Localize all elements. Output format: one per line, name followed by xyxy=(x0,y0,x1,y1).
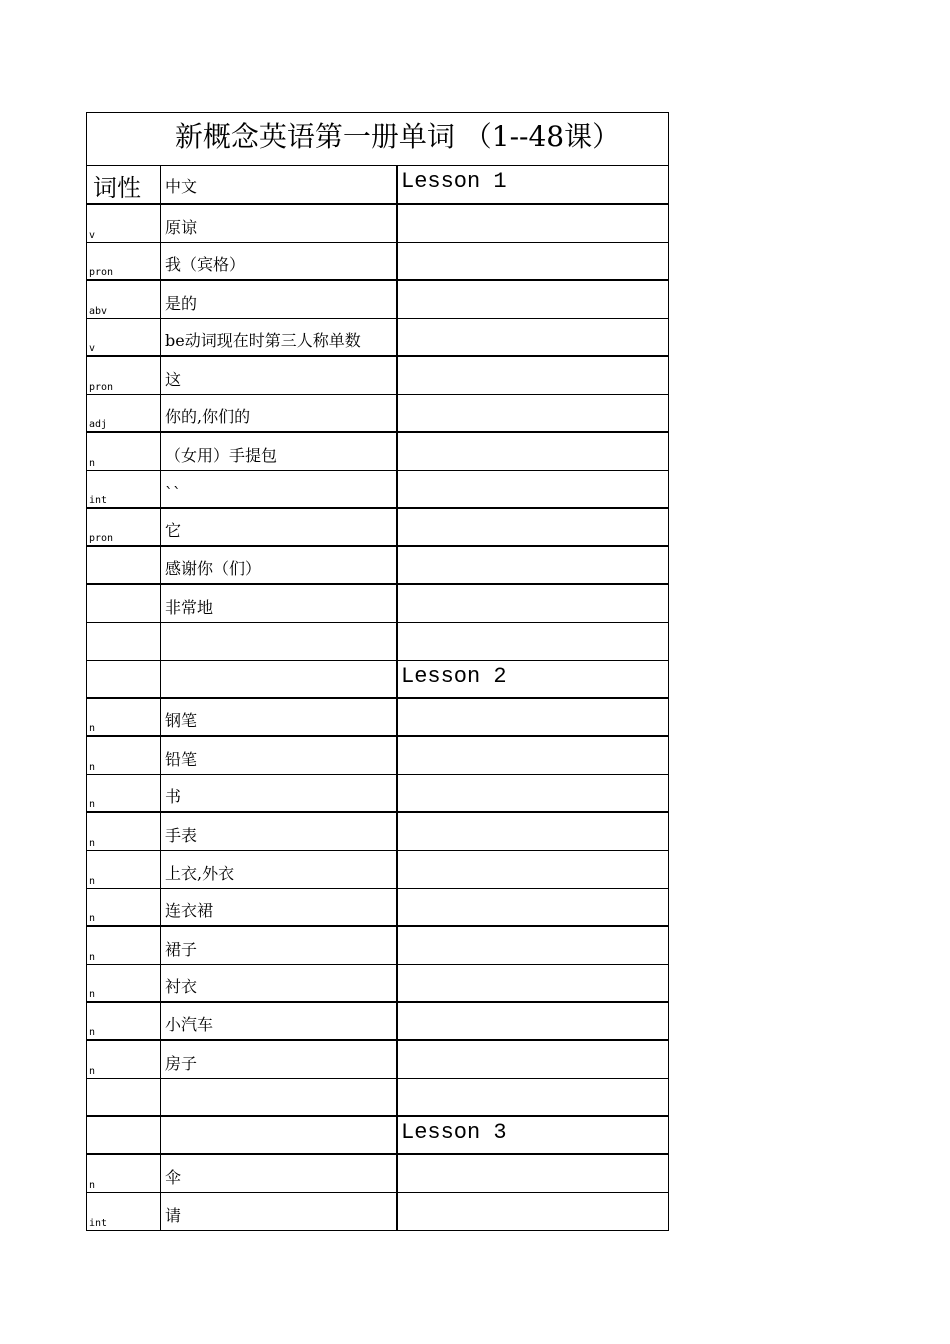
english-cell xyxy=(398,243,669,281)
chinese-cell xyxy=(161,357,398,395)
chinese-cell xyxy=(161,889,398,927)
header-pos: 词性 xyxy=(93,174,141,202)
chinese-cell xyxy=(161,699,398,737)
english-cell xyxy=(398,965,669,1003)
english-cell xyxy=(398,319,669,357)
chinese-cell xyxy=(161,585,398,623)
pos-cell xyxy=(87,395,161,433)
part-of-speech: abv xyxy=(89,306,108,317)
table-row xyxy=(87,699,669,737)
part-of-speech: pron xyxy=(89,382,114,393)
english-cell xyxy=(398,1155,669,1193)
part-of-speech: n xyxy=(89,1180,96,1191)
english-cell xyxy=(398,205,669,243)
chinese-meaning: 是的 xyxy=(165,294,198,313)
chinese-cell xyxy=(161,1041,398,1079)
part-of-speech: n xyxy=(89,723,96,734)
header-cn: 中文 xyxy=(165,177,198,196)
english-cell xyxy=(398,699,669,737)
part-of-speech: int xyxy=(89,495,108,506)
english-cell xyxy=(398,927,669,965)
part-of-speech: n xyxy=(89,762,96,773)
pos-cell xyxy=(87,699,161,737)
chinese-meaning: 裙子 xyxy=(165,940,198,959)
english-cell xyxy=(398,1117,669,1155)
chinese-cell xyxy=(161,319,398,357)
pos-cell xyxy=(87,509,161,547)
lesson-heading: Lesson 3 xyxy=(401,1120,507,1145)
table-row xyxy=(87,281,669,319)
pos-cell xyxy=(87,813,161,851)
chinese-meaning: 房子 xyxy=(165,1054,198,1073)
pos-cell xyxy=(87,889,161,927)
pos-cell xyxy=(87,1117,161,1155)
english-cell xyxy=(398,775,669,813)
pos-cell xyxy=(87,433,161,471)
chinese-meaning: 书 xyxy=(165,787,182,806)
part-of-speech: pron xyxy=(89,267,114,278)
chinese-meaning: `` xyxy=(165,484,181,503)
english-cell xyxy=(398,1003,669,1041)
chinese-cell xyxy=(161,1079,398,1117)
table-row xyxy=(87,965,669,1003)
chinese-meaning: 请 xyxy=(165,1206,182,1225)
table-row xyxy=(87,927,669,965)
table-row xyxy=(87,889,669,927)
table-row xyxy=(87,357,669,395)
english-cell xyxy=(398,623,669,661)
table-row xyxy=(87,319,669,357)
table-row xyxy=(87,395,669,433)
part-of-speech: int xyxy=(89,1218,108,1229)
table-row xyxy=(87,509,669,547)
chinese-meaning: 铅笔 xyxy=(165,750,198,769)
chinese-cell xyxy=(161,471,398,509)
pos-cell xyxy=(87,851,161,889)
table-row xyxy=(87,775,669,813)
chinese-cell xyxy=(161,623,398,661)
chinese-cell xyxy=(161,281,398,319)
table-row xyxy=(87,585,669,623)
table-body xyxy=(87,205,669,1231)
english-cell xyxy=(398,281,669,319)
english-cell xyxy=(398,357,669,395)
chinese-cell xyxy=(161,547,398,585)
chinese-cell xyxy=(161,737,398,775)
pos-cell xyxy=(87,547,161,585)
vocabulary-table xyxy=(86,112,669,1231)
pos-cell xyxy=(87,927,161,965)
table-row xyxy=(87,1193,669,1231)
english-cell xyxy=(398,1079,669,1117)
pos-cell xyxy=(87,281,161,319)
chinese-cell xyxy=(161,243,398,281)
english-cell xyxy=(398,395,669,433)
chinese-cell xyxy=(161,1117,398,1155)
chinese-cell xyxy=(161,851,398,889)
chinese-cell xyxy=(161,965,398,1003)
header-row xyxy=(87,166,669,205)
part-of-speech: n xyxy=(89,838,96,849)
table-row xyxy=(87,1117,669,1155)
table-row xyxy=(87,623,669,661)
part-of-speech: n xyxy=(89,458,96,469)
part-of-speech: adj xyxy=(89,419,108,430)
chinese-meaning: 非常地 xyxy=(165,598,214,617)
part-of-speech: n xyxy=(89,913,96,924)
english-cell xyxy=(398,1041,669,1079)
part-of-speech: pron xyxy=(89,533,114,544)
chinese-meaning: 你的,你们的 xyxy=(165,407,251,426)
chinese-meaning: 感谢你（们） xyxy=(165,559,262,578)
chinese-cell xyxy=(161,205,398,243)
table-row xyxy=(87,243,669,281)
chinese-meaning: （女用）手提包 xyxy=(165,446,278,465)
english-cell xyxy=(398,813,669,851)
pos-cell xyxy=(87,1193,161,1231)
pos-cell xyxy=(87,623,161,661)
chinese-cell xyxy=(161,509,398,547)
chinese-meaning: 它 xyxy=(165,521,182,540)
chinese-meaning: 钢笔 xyxy=(165,711,198,730)
table-row xyxy=(87,661,669,699)
pos-cell xyxy=(87,737,161,775)
pos-cell xyxy=(87,965,161,1003)
chinese-meaning: 这 xyxy=(165,370,182,389)
chinese-cell xyxy=(161,1155,398,1193)
pos-cell xyxy=(87,471,161,509)
pos-cell xyxy=(87,205,161,243)
part-of-speech: n xyxy=(89,952,96,963)
chinese-meaning: 小汽车 xyxy=(165,1015,214,1034)
part-of-speech: v xyxy=(89,230,96,241)
pos-cell xyxy=(87,243,161,281)
part-of-speech: n xyxy=(89,1027,96,1038)
english-cell xyxy=(398,661,669,699)
chinese-meaning: be动词现在时第三人称单数 xyxy=(165,331,361,350)
table-row xyxy=(87,547,669,585)
pos-cell xyxy=(87,1155,161,1193)
chinese-cell xyxy=(161,813,398,851)
table-row xyxy=(87,1155,669,1193)
chinese-meaning: 连衣裙 xyxy=(165,901,214,920)
chinese-meaning: 原谅 xyxy=(165,218,198,237)
table-title: 新概念英语第一册单词 （1--48课） xyxy=(87,113,669,166)
english-cell xyxy=(398,889,669,927)
part-of-speech: n xyxy=(89,799,96,810)
english-cell xyxy=(398,585,669,623)
chinese-cell xyxy=(161,395,398,433)
header-pos-cell xyxy=(87,166,161,205)
lesson-heading: Lesson 1 xyxy=(401,169,507,194)
pos-cell xyxy=(87,585,161,623)
chinese-cell xyxy=(161,775,398,813)
chinese-cell xyxy=(161,1003,398,1041)
table-row xyxy=(87,737,669,775)
english-cell xyxy=(398,547,669,585)
chinese-cell xyxy=(161,661,398,699)
english-cell xyxy=(398,509,669,547)
part-of-speech: n xyxy=(89,1066,96,1077)
chinese-meaning: 伞 xyxy=(165,1168,182,1187)
table-row xyxy=(87,433,669,471)
table-row xyxy=(87,1079,669,1117)
pos-cell xyxy=(87,319,161,357)
chinese-meaning: 手表 xyxy=(165,826,198,845)
pos-cell xyxy=(87,1003,161,1041)
header-lesson-cell xyxy=(398,166,669,205)
english-cell xyxy=(398,433,669,471)
english-cell xyxy=(398,737,669,775)
part-of-speech: n xyxy=(89,989,96,1000)
table-row xyxy=(87,1041,669,1079)
chinese-meaning: 上衣,外衣 xyxy=(165,864,235,883)
pos-cell xyxy=(87,1079,161,1117)
chinese-cell xyxy=(161,1193,398,1231)
pos-cell xyxy=(87,357,161,395)
part-of-speech: v xyxy=(89,343,96,354)
table-row xyxy=(87,471,669,509)
chinese-cell xyxy=(161,927,398,965)
table-row xyxy=(87,1003,669,1041)
chinese-cell xyxy=(161,433,398,471)
lesson-heading: Lesson 2 xyxy=(401,664,507,689)
header-cn-cell xyxy=(161,166,398,205)
chinese-meaning: 我（宾格） xyxy=(165,255,246,274)
table-row xyxy=(87,205,669,243)
english-cell xyxy=(398,471,669,509)
english-cell xyxy=(398,851,669,889)
pos-cell xyxy=(87,1041,161,1079)
table-row xyxy=(87,851,669,889)
pos-cell xyxy=(87,775,161,813)
english-cell xyxy=(398,1193,669,1231)
pos-cell xyxy=(87,661,161,699)
chinese-meaning: 衬衣 xyxy=(165,977,198,996)
part-of-speech: n xyxy=(89,876,96,887)
table-row xyxy=(87,813,669,851)
